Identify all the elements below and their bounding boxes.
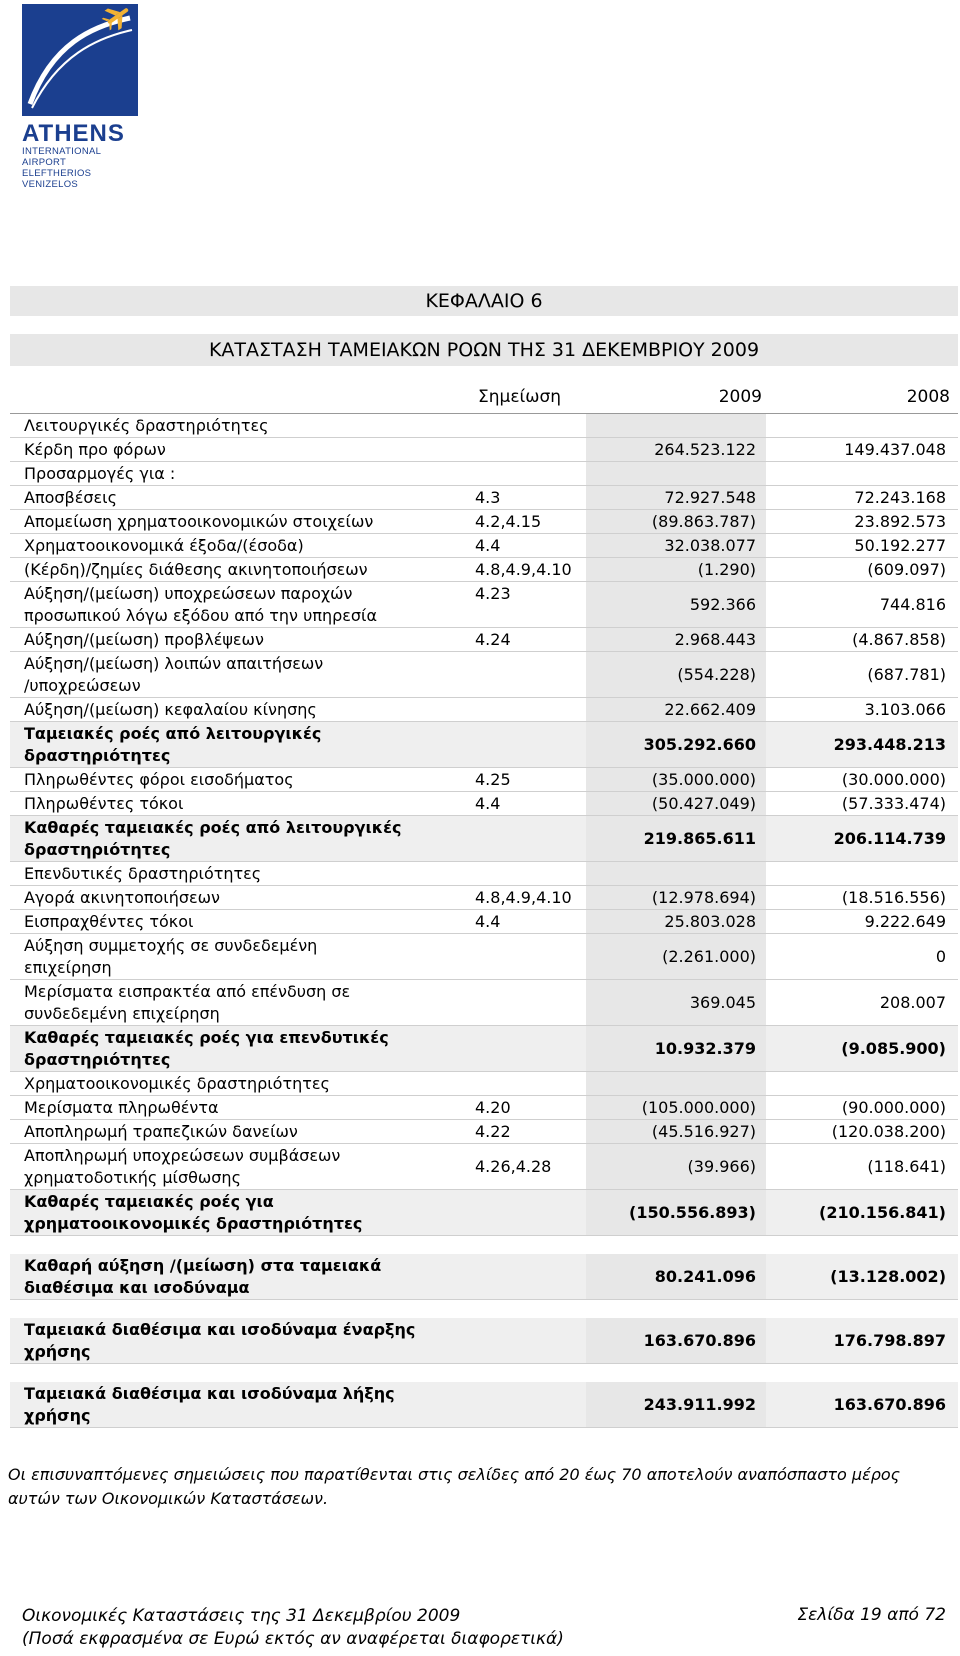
table-row	[10, 1096, 958, 1120]
row-note: 4.3	[475, 488, 501, 507]
row-value-2009: 22.662.409	[664, 700, 756, 719]
row-value-2009: 369.045	[689, 993, 756, 1012]
amount-cell-shade	[586, 462, 766, 485]
row-value-2008: 206.114.739	[833, 829, 946, 848]
row-value-2008: 9.222.649	[864, 912, 946, 931]
row-label: (Κέρδη)/ζημίες διάθεσης ακινητοποιήσεων	[24, 560, 368, 579]
table-spacer	[10, 1236, 958, 1254]
cash-flow-table	[10, 383, 958, 1428]
plane-emblem-icon	[22, 4, 138, 116]
table-row	[10, 438, 958, 462]
row-label: Αύξηση/(μείωση) κεφαλαίου κίνησης	[24, 700, 317, 719]
footer-page-number: Σελίδα 19 από 72	[797, 1605, 946, 1625]
row-value-2009: (105.000.000)	[641, 1098, 756, 1117]
row-note: 4.4	[475, 794, 501, 813]
row-label: Μερίσματα πληρωθέντα	[24, 1098, 219, 1117]
table-row	[10, 1072, 958, 1096]
row-value-2008: (90.000.000)	[841, 1098, 946, 1117]
row-value-2008: 149.437.048	[844, 440, 946, 459]
row-value-2008: (687.781)	[867, 665, 946, 684]
table-row	[10, 1382, 958, 1428]
row-label: Πληρωθέντες φόροι εισοδήματος	[24, 770, 294, 789]
row-value-2008: (210.156.841)	[819, 1203, 946, 1222]
table-row	[10, 1190, 958, 1236]
row-label: Εισπραχθέντες τόκοι	[24, 912, 194, 931]
row-note: 4.26,4.28	[475, 1157, 552, 1176]
row-value-2008: (9.085.900)	[841, 1039, 946, 1058]
row-value-2008: 72.243.168	[854, 488, 946, 507]
row-value-2009: 305.292.660	[643, 735, 756, 754]
table-header	[10, 383, 958, 414]
row-value-2009: 243.911.992	[643, 1395, 756, 1414]
table-spacer	[10, 1300, 958, 1318]
row-label: Αύξηση/(μείωση) υποχρεώσεων παροχών προσωπικού λόγω εξόδου από την υπηρεσία	[24, 584, 378, 625]
table-spacer	[10, 1364, 958, 1382]
row-label: Καθαρή αύξηση /(μείωση) στα ταμειακά διαθέσιμα και ισοδύναμα	[24, 1256, 382, 1297]
row-label: Μερίσματα εισπρακτέα από επένδυση σε συνδεδεμένη επιχείρηση	[24, 982, 351, 1023]
row-value-2008: 50.192.277	[854, 536, 946, 555]
row-label: Προσαρμογές για :	[24, 464, 176, 483]
row-value-2009: 32.038.077	[664, 536, 756, 555]
row-value-2008: (13.128.002)	[830, 1267, 946, 1286]
row-value-2009: (50.427.049)	[651, 794, 756, 813]
table-row	[10, 862, 958, 886]
row-value-2009: 25.803.028	[664, 912, 756, 931]
table-row	[10, 1026, 958, 1072]
row-value-2009: 219.865.611	[643, 829, 756, 848]
row-value-2008: (118.641)	[867, 1157, 946, 1176]
table-row	[10, 628, 958, 652]
row-label: Ταμειακές ροές από λειτουργικές δραστηριότητες	[24, 724, 322, 765]
logo-line1: INTERNATIONAL AIRPORT	[22, 146, 101, 168]
row-value-2009: (35.000.000)	[651, 770, 756, 789]
amount-cell-shade	[586, 1072, 766, 1095]
table-row	[10, 462, 958, 486]
row-value-2009: 592.366	[689, 595, 756, 614]
row-label: Επενδυτικές δραστηριότητες	[24, 864, 262, 883]
row-label: Αύξηση/(μείωση) προβλέψεων	[24, 630, 264, 649]
column-header-2009: 2009	[718, 387, 762, 407]
table-row	[10, 486, 958, 510]
row-label: Αποπληρωμή τραπεζικών δανείων	[24, 1122, 298, 1141]
row-label: Αποσβέσεις	[24, 488, 117, 507]
row-value-2008: 3.103.066	[864, 700, 946, 719]
table-row	[10, 582, 958, 628]
row-value-2009: (2.261.000)	[662, 947, 756, 966]
row-note: 4.23	[475, 584, 511, 603]
row-note: 4.8,4.9,4.10	[475, 560, 572, 579]
amount-cell-shade	[586, 414, 766, 437]
row-value-2009: 10.932.379	[654, 1039, 756, 1058]
row-label: Αποπληρωμή υποχρεώσεων συμβάσεων χρηματοδοτικής μίσθωσης	[24, 1146, 341, 1187]
row-note: 4.2,4.15	[475, 512, 542, 531]
table-row	[10, 768, 958, 792]
chapter-heading: ΚΕΦΑΛΑΙΟ 6	[10, 286, 958, 316]
table-row	[10, 558, 958, 582]
row-value-2008: (57.333.474)	[841, 794, 946, 813]
row-value-2009: 72.927.548	[664, 488, 756, 507]
table-row	[10, 934, 958, 980]
row-note: 4.4	[475, 536, 501, 555]
table-row	[10, 886, 958, 910]
row-value-2008: 293.448.213	[833, 735, 946, 754]
row-value-2008: (609.097)	[867, 560, 946, 579]
table-row	[10, 1318, 958, 1364]
table-row	[10, 1120, 958, 1144]
row-note: 4.24	[475, 630, 511, 649]
footer-statement-date: Οικονομικές Καταστάσεις της 31 Δεκεμβρίου 2009	[22, 1606, 461, 1626]
row-label: Αύξηση συμμετοχής σε συνδεδεμένη επιχείρηση	[24, 936, 318, 977]
table-row	[10, 722, 958, 768]
row-label: Καθαρές ταμειακές ροές από λειτουργικές δραστηριότητες	[24, 818, 402, 859]
table-row	[10, 652, 958, 698]
row-label: Ταμειακά διαθέσιμα και ισοδύναμα έναρξης χρήσης	[24, 1320, 416, 1361]
column-header-2008: 2008	[906, 387, 950, 407]
row-value-2009: 80.241.096	[654, 1267, 756, 1286]
row-label: Καθαρές ταμειακές ροές για χρηματοοικονομικές δραστηριότητες	[24, 1192, 363, 1233]
table-row	[10, 792, 958, 816]
row-label: Λειτουργικές δραστηριότητες	[24, 416, 269, 435]
row-value-2008: 0	[935, 947, 946, 966]
row-value-2008: (30.000.000)	[841, 770, 946, 789]
row-value-2008: 208.007	[879, 993, 946, 1012]
table-row	[10, 1254, 958, 1300]
table-row	[10, 698, 958, 722]
table-row	[10, 910, 958, 934]
row-value-2009: (89.863.787)	[651, 512, 756, 531]
footer-currency-note: (Ποσά εκφρασμένα σε Ευρώ εκτός αν αναφέρεται διαφορετικά)	[22, 1629, 564, 1649]
row-label: Αύξηση/(μείωση) λοιπών απαιτήσεων /υποχρεώσεων	[24, 654, 324, 695]
row-value-2009: (39.966)	[687, 1157, 756, 1176]
row-value-2009: (12.978.694)	[651, 888, 756, 907]
table-row	[10, 414, 958, 438]
row-value-2008: (4.867.858)	[852, 630, 946, 649]
row-value-2009: 163.670.896	[643, 1331, 756, 1350]
row-value-2009: (554.228)	[677, 665, 756, 684]
row-note: 4.25	[475, 770, 511, 789]
footer-left	[22, 1605, 564, 1651]
row-label: Ταμειακά διαθέσιμα και ισοδύναμα λήξης χρήσης	[24, 1384, 395, 1425]
row-value-2008: (120.038.200)	[831, 1122, 946, 1141]
row-value-2009: 264.523.122	[654, 440, 756, 459]
table-row	[10, 1144, 958, 1190]
row-value-2009: (150.556.893)	[629, 1203, 756, 1222]
row-label: Αγορά ακινητοποιήσεων	[24, 888, 220, 907]
row-note: 4.8,4.9,4.10	[475, 888, 572, 907]
table-row	[10, 534, 958, 558]
amount-cell-shade	[586, 862, 766, 885]
row-value-2009: (45.516.927)	[651, 1122, 756, 1141]
row-value-2008: (18.516.556)	[841, 888, 946, 907]
row-value-2008: 163.670.896	[833, 1395, 946, 1414]
row-label: Χρηματοοικονομικές δραστηριότητες	[24, 1074, 330, 1093]
row-note: 4.20	[475, 1098, 511, 1117]
statement-title: ΚΑΤΑΣΤΑΣΗ ΤΑΜΕΙΑΚΩΝ ΡΟΩΝ ΤΗΣ 31 ΔΕΚΕΜΒΡΙΟΥ 2009	[10, 334, 958, 366]
logo-line2: ELEFTHERIOS VENIZELOS	[22, 168, 92, 190]
row-label: Καθαρές ταμειακές ροές για επενδυτικές δραστηριότητες	[24, 1028, 389, 1069]
row-value-2008: 744.816	[879, 595, 946, 614]
table-row	[10, 510, 958, 534]
row-value-2008: 23.892.573	[854, 512, 946, 531]
row-value-2008: 176.798.897	[833, 1331, 946, 1350]
row-label: Πληρωθέντες τόκοι	[24, 794, 184, 813]
row-value-2009: 2.968.443	[674, 630, 756, 649]
airport-logo	[22, 4, 138, 190]
row-label: Κέρδη προ φόρων	[24, 440, 166, 459]
table-row	[10, 980, 958, 1026]
logo-brand: ATHENS	[22, 120, 125, 147]
table-body	[10, 414, 958, 1428]
row-label: Χρηματοοικονομικά έξοδα/(έσοδα)	[24, 536, 304, 555]
row-note: 4.4	[475, 912, 501, 931]
footnote: Οι επισυναπτόμενες σημειώσεις που παρατίθενται στις σελίδες από 20 έως 70 αποτελούν αναπόσπαστο μέρος αυτών των Οικονομικών Καταστάσεων.	[8, 1465, 901, 1508]
column-header-note: Σημείωση	[478, 387, 562, 407]
table-row	[10, 816, 958, 862]
row-label: Απομείωση χρηματοοικονομικών στοιχείων	[24, 512, 374, 531]
row-value-2009: (1.290)	[697, 560, 756, 579]
row-note: 4.22	[475, 1122, 511, 1141]
